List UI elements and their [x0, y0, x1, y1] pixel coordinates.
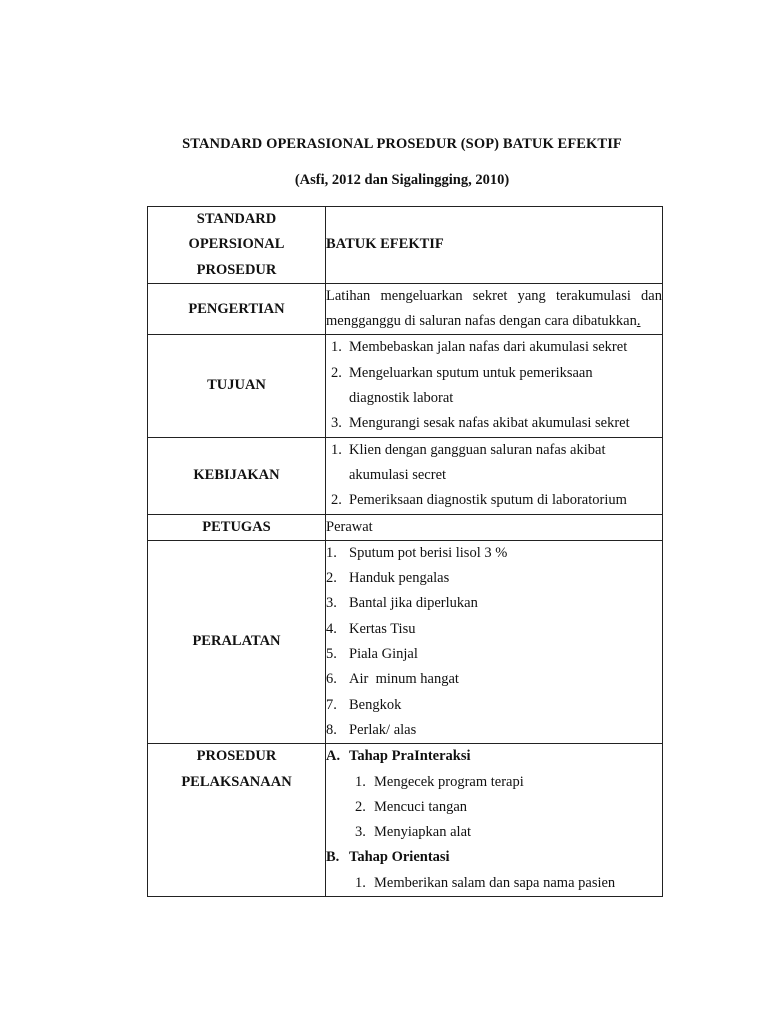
list-item-text: Bantal jika diperlukan [349, 595, 478, 612]
prosedur-label-line: PROSEDUR [196, 748, 277, 765]
list-item-text: Piala Ginjal [349, 646, 418, 663]
peralatan-list [326, 541, 662, 743]
list-item [326, 361, 662, 412]
list-item [326, 795, 662, 820]
section-letter: B. [326, 849, 340, 866]
tujuan-list [326, 335, 662, 436]
pengertian-content [326, 283, 663, 335]
list-item-number: 2. [326, 570, 337, 587]
section-title: Tahap PraInteraksi [349, 748, 471, 765]
header-left-line: PROSEDUR [196, 261, 277, 278]
section-list [326, 871, 662, 896]
section-title: Tahap Orientasi [349, 849, 450, 866]
list-item [326, 591, 662, 616]
petugas-row [148, 514, 663, 540]
prosedur-row [148, 744, 663, 897]
list-item-text: diagnostik laborat [349, 390, 454, 407]
sop-table [147, 206, 663, 897]
list-item-number: 2. [331, 364, 342, 381]
tujuan-row [148, 335, 663, 437]
list-item [326, 693, 662, 718]
list-item-number: 3. [331, 415, 342, 432]
section-list [326, 770, 662, 846]
list-item [326, 871, 662, 896]
list-item-text: Perlak/ alas [349, 721, 417, 738]
section-heading [326, 845, 662, 870]
section-letter: A. [326, 748, 341, 765]
list-item-text: Mengeluarkan sputum untuk pemeriksaan [349, 364, 593, 381]
list-item [326, 566, 662, 591]
petugas-value: Perawat [326, 514, 663, 540]
list-item-text: Menyiapkan alat [374, 824, 472, 841]
petugas-label: PETUGAS [148, 514, 326, 540]
pengertian-line-2 [326, 309, 662, 334]
document-subtitle: (Asfi, 2012 dan Sigalingging, 2010) [294, 172, 510, 188]
list-item [326, 642, 662, 667]
list-item [326, 820, 662, 845]
list-item-number: 2. [331, 492, 342, 509]
list-item [326, 411, 662, 436]
list-item-text: Pemeriksaan diagnostik sputum di laboratorium [349, 492, 627, 509]
pengertian-label: PENGERTIAN [148, 283, 326, 335]
header-left-line: OPERSIONAL [188, 236, 285, 253]
list-item-number: 1. [331, 441, 342, 458]
list-item-number: 8. [326, 721, 337, 738]
list-item [326, 541, 662, 566]
list-item-text: Mengecek program terapi [374, 773, 524, 790]
kebijakan-content [326, 437, 663, 514]
pengertian-line-2-text: mengganggu di saluran nafas dengan cara dibatukkan [326, 313, 637, 330]
prosedur-content [326, 744, 663, 897]
list-item-number: 1. [331, 339, 342, 356]
list-item-text: Klien dengan gangguan saluran nafas akibat [349, 441, 606, 458]
list-item [326, 770, 662, 795]
tujuan-content [326, 335, 663, 437]
list-item-text: Mengurangi sesak nafas akibat akumulasi sekret [349, 415, 630, 432]
list-item-number: 1. [355, 773, 366, 790]
peralatan-content [326, 540, 663, 743]
list-item-number: 6. [326, 671, 337, 688]
list-item-text: Sputum pot berisi lisol 3 % [349, 544, 508, 561]
pengertian-row [148, 283, 663, 335]
list-item-text: Bengkok [349, 696, 402, 713]
list-item-number: 2. [355, 798, 366, 815]
list-item-text: Air minum hangat [349, 671, 459, 688]
list-item-number: 5. [326, 646, 337, 663]
list-item-number: 3. [326, 595, 337, 612]
list-item [326, 667, 662, 692]
pengertian-line-2-end: . [636, 313, 641, 330]
list-item-text: Memberikan salam dan sapa nama pasien [374, 874, 616, 891]
kebijakan-list [326, 438, 662, 514]
list-item-number: 1. [355, 874, 366, 891]
list-item [326, 617, 662, 642]
header-left-cell [148, 207, 326, 284]
header-right-cell: BATUK EFEKTIF [326, 207, 663, 284]
list-item-text: Membebaskan jalan nafas dari akumulasi sekret [349, 339, 628, 356]
kebijakan-label: KEBIJAKAN [148, 437, 326, 514]
list-item-number: 4. [326, 620, 337, 637]
list-item-text: Mencuci tangan [374, 798, 468, 815]
list-item [326, 488, 662, 513]
kebijakan-row [148, 437, 663, 514]
peralatan-label: PERALATAN [148, 540, 326, 743]
peralatan-row [148, 540, 663, 743]
list-item [326, 438, 662, 489]
list-item-number: 1. [326, 544, 337, 561]
prosedur-label [148, 744, 326, 897]
section-heading [326, 744, 662, 769]
list-item [326, 718, 662, 743]
header-left-line: STANDARD [196, 211, 277, 227]
list-item-number: 3. [355, 824, 366, 841]
header-row [148, 207, 663, 284]
list-item-text: Kertas Tisu [349, 620, 416, 637]
list-item-text: akumulasi secret [349, 466, 447, 483]
document-title: STANDARD OPERASIONAL PROSEDUR (SOP) BATUK EFEKTIF [182, 136, 622, 152]
list-item-number: 7. [326, 696, 337, 713]
tujuan-label: TUJUAN [148, 335, 326, 437]
list-item-text: Handuk pengalas [349, 570, 450, 587]
prosedur-label-line: PELAKSANAAN [181, 773, 292, 790]
list-item [326, 335, 662, 360]
pengertian-line-1: Latihan mengeluarkan sekret yang terakumulasi dan [326, 287, 662, 304]
